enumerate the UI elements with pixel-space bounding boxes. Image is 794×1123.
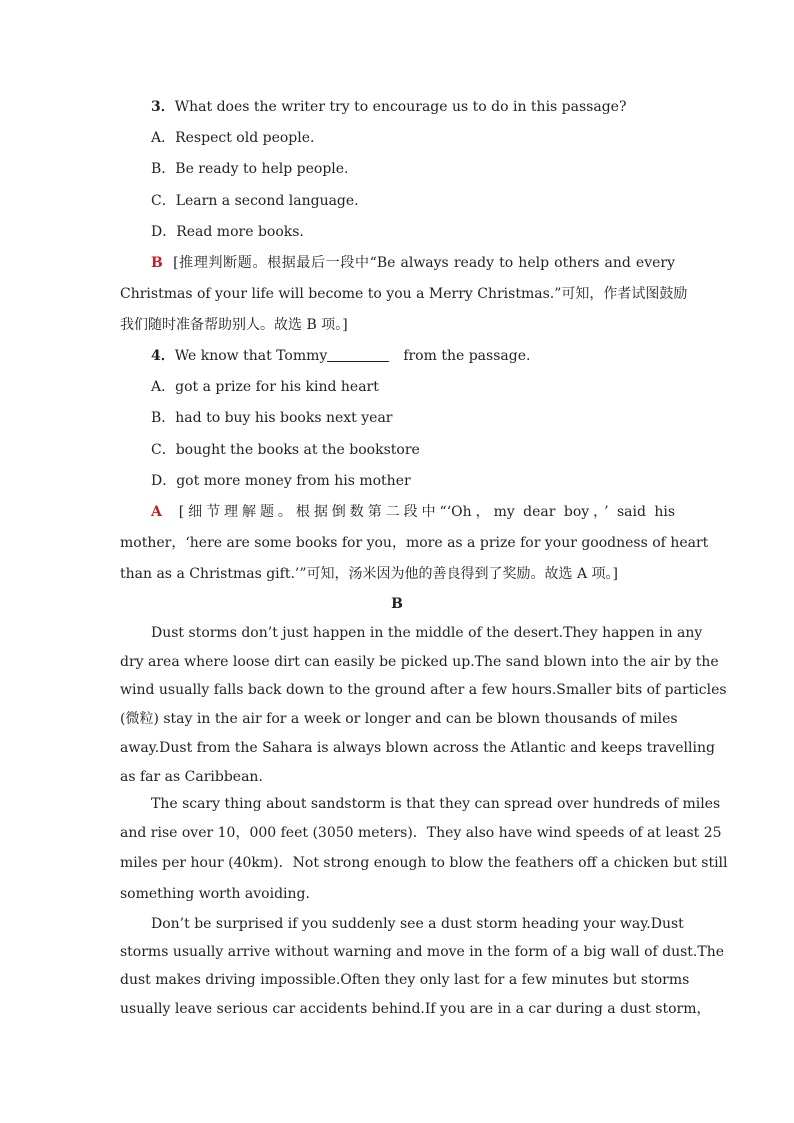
answer-explanation-line: A [细节理解题。根据倒数第二段中“‘Oh，my dear boy，’ said his bbox=[151, 504, 676, 520]
passage-line: usually leave serious car accidents behind.If you are in a car during a dust storm， bbox=[120, 1001, 711, 1017]
answer-letter: A bbox=[151, 504, 162, 520]
passage-line: (微粒) stay in the air for a week or longer and can be blown thousands of miles bbox=[120, 711, 678, 727]
option-c: C．Learn a second language. bbox=[151, 193, 359, 209]
section-title: B bbox=[391, 596, 403, 612]
option-a: A．got a prize for his kind heart bbox=[151, 379, 379, 395]
passage-line: dry area where loose dirt can easily be picked up.The sand blown into the air by the bbox=[120, 654, 719, 670]
passage-line: wind usually falls back down to the ground after a few hours.Smaller bits of particles bbox=[120, 682, 727, 698]
answer-blank bbox=[327, 347, 389, 362]
answer-explanation-line: 我们随时准备帮助别人。故选 B 项。] bbox=[120, 317, 348, 333]
answer-explanation-line: Christmas of your life will become to you a Merry Christmas.”可知，作者试图鼓励 bbox=[120, 286, 688, 302]
passage-line: The scary thing about sandstorm is that they can spread over hundreds of miles bbox=[151, 796, 721, 812]
answer-explanation-line: than as a Christmas gift.’”可知，汤米因为他的善良得到了奖励。故选 A 项。] bbox=[120, 566, 618, 582]
answer-letter: B bbox=[151, 255, 163, 271]
option-b: B．Be ready to help people. bbox=[151, 161, 349, 177]
passage-line: Don’t be surprised if you suddenly see a dust storm heading your way.Dust bbox=[151, 916, 684, 932]
passage-line: dust makes driving impossible.Often they only last for a few minutes but storms bbox=[120, 972, 690, 988]
passage-line: miles per hour (40km)．Not strong enough to blow the feathers off a chicken but still bbox=[120, 855, 728, 871]
option-b: B．had to buy his books next year bbox=[151, 410, 393, 426]
passage-line: away.Dust from the Sahara is always blown across the Atlantic and keeps travelling bbox=[120, 740, 715, 756]
answer-explanation-line: mother，‘here are some books for you，more as a prize for your goodness of heart bbox=[120, 535, 709, 551]
passage-line: storms usually arrive without warning and move in the form of a big wall of dust.The bbox=[120, 944, 725, 960]
option-a: A．Respect old people. bbox=[151, 130, 315, 146]
passage-line: as far as Caribbean. bbox=[120, 769, 263, 785]
question-3 bbox=[151, 97, 706, 117]
passage-line: and rise over 10，000 feet (3050 meters)．They also have wind speeds of at least 25 bbox=[120, 825, 722, 841]
option-d: D．got more money from his mother bbox=[151, 473, 411, 489]
question-number: 4． bbox=[151, 348, 175, 364]
question-text: What does the writer try to encourage us to do in this passage? bbox=[174, 99, 627, 115]
question-text: We know that Tommy bbox=[174, 348, 328, 364]
answer-explanation-line: B [推理判断题。根据最后一段中“Be always ready to help others and every bbox=[151, 255, 675, 271]
question-4: 4．We know that Tommy from the passage. bbox=[151, 348, 531, 364]
question-number: 3． bbox=[151, 99, 175, 115]
passage-line: Dust storms don’t just happen in the middle of the desert.They happen in any bbox=[151, 625, 703, 641]
option-d: D．Read more books. bbox=[151, 224, 304, 240]
passage-line: something worth avoiding. bbox=[120, 886, 310, 902]
option-c: C．bought the books at the bookstore bbox=[151, 442, 420, 458]
